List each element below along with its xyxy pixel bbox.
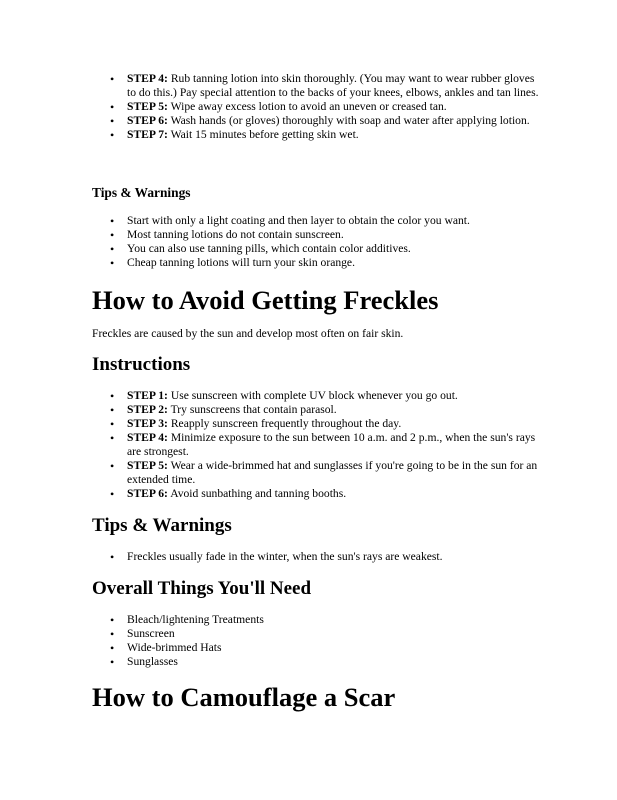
list-item — [92, 72, 542, 100]
step-text: Try sunscreens that contain parasol. — [170, 403, 337, 416]
step-label: STEP 5: — [127, 100, 168, 113]
list-item — [92, 487, 542, 501]
list-item — [92, 403, 542, 417]
list-item — [92, 100, 542, 114]
step-text: Wait 15 minutes before getting skin wet. — [170, 128, 359, 141]
step-text: Use sunscreen with complete UV block whenever you go out. — [170, 389, 458, 402]
step-text: Rub tanning lotion into skin thoroughly. (You may want to wear rubber gloves to do this.) Pay special attention to the backs of your knees, elbows, ankles and tan lines. — [127, 72, 539, 99]
step-label: STEP 4: — [127, 72, 168, 85]
step-text: Minimize exposure to the sun between 10 a.m. and 2 p.m., when the sun's rays are strongest. — [127, 431, 536, 458]
tanning-steps-list — [92, 72, 542, 142]
freckles-steps-list — [92, 389, 542, 501]
list-item: • Start with only a light coating and then layer to obtain the color you want. — [92, 214, 542, 228]
list-item: • Most tanning lotions do not contain sunscreen. — [92, 228, 542, 242]
list-item: • Freckles usually fade in the winter, when the sun's rays are weakest. — [92, 550, 542, 564]
list-item — [92, 128, 542, 142]
step-label: STEP 3: — [127, 417, 168, 430]
freckles-title: How to Avoid Getting Freckles — [92, 285, 439, 315]
scar-title: How to Camouflage a Scar — [92, 682, 396, 712]
step-label: STEP 4: — [127, 431, 168, 444]
needs-heading: Overall Things You'll Need — [92, 578, 312, 599]
list-item — [92, 389, 542, 403]
freckles-tips-heading: Tips & Warnings — [92, 515, 232, 536]
step-text: Wipe away excess lotion to avoid an uneven or creased tan. — [170, 100, 447, 113]
needs-list — [92, 613, 542, 669]
list-item: • Wide-brimmed Hats — [92, 641, 542, 655]
step-label: STEP 1: — [127, 389, 168, 402]
freckles-intro: Freckles are caused by the sun and develop most often on fair skin. — [92, 327, 404, 340]
list-item — [92, 114, 542, 128]
tanning-tips-list — [92, 214, 542, 270]
list-item: • Sunglasses — [92, 655, 542, 669]
list-item: • Bleach/lightening Treatments — [92, 613, 542, 627]
step-label: STEP 6: — [127, 487, 168, 500]
step-label: STEP 7: — [127, 128, 168, 141]
step-text: Wash hands (or gloves) thoroughly with soap and water after applying lotion. — [170, 114, 530, 127]
list-item — [92, 431, 542, 459]
list-item — [92, 459, 542, 487]
step-text: Avoid sunbathing and tanning booths. — [170, 487, 347, 500]
step-label: STEP 6: — [127, 114, 168, 127]
list-item: • You can also use tanning pills, which contain color additives. — [92, 242, 542, 256]
freckles-tips-list — [92, 550, 542, 564]
step-label: STEP 2: — [127, 403, 168, 416]
list-item: • Sunscreen — [92, 627, 542, 641]
instructions-heading: Instructions — [92, 354, 191, 375]
step-label: STEP 5: — [127, 459, 168, 472]
step-text: Reapply sunscreen frequently throughout the day. — [170, 417, 402, 430]
list-item: • Cheap tanning lotions will turn your skin orange. — [92, 256, 542, 270]
list-item — [92, 417, 542, 431]
step-text: Wear a wide-brimmed hat and sunglasses if you're going to be in the sun for an extended time. — [127, 459, 538, 486]
tanning-tips-heading: Tips & Warnings — [92, 185, 191, 200]
